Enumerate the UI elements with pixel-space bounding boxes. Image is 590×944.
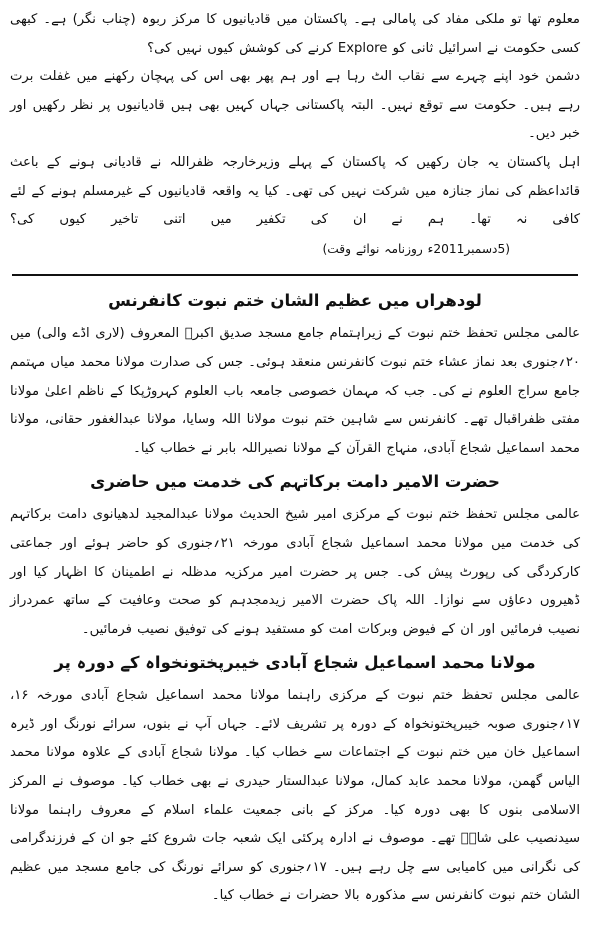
section-body: عالمی مجلس تحفظ ختم نبوت کے زیراہتمام جامع مسجد صدیق اکبرؓ المعروف (لاری اڈے والی) میں ۲۰؍جنوری بعد نماز عشاء ختم نبوت کانفرنس منعقد ہوئی۔ جس کی صدارت مولانا محمد میاں مہتمم جامع سراج العلوم نے کی۔ جب کہ مہمان خصوصی جامعہ باب العلوم کہروڑپکا کے ناظم اعلیٰ مولانا مفتی ظفراقبال تھے۔ کانفرنس سے شاہین ختم نبوت مولانا اللہ وسایا، مولانا عبدالغفور حقانی، مولانا محمد اسماعیل شجاع آبادی، منہاج القرآن کے مولانا نصیراللہ بابر نے خطاب کیا۔ [10, 326, 580, 456]
section-lodhran-conference [10, 288, 580, 463]
section-body: عالمی مجلس تحفظ ختم نبوت کے مرکزی امیر شیخ الحدیث مولانا عبدالمجید لدھیانوی دامت برکاتہم کی خدمت میں مولانا محمد اسماعیل شجاع آبادی مورخہ ۲۱؍جنوری کو حاضر ہوئے اور جماعتی کارکردگی کی رپورٹ پیش کی۔ جس پر حضرت امیر مرکزیہ مدظلہ نے اطمینان کا اظہار کیا اور ڈھیروں دعاؤں سے نوازا۔ اللہ پاک حضرت الامیر زیدمجدہم کو صحت وعافیت کے ساتھ عمردراز نصیب فرمائیں اور ان کے فیوض وبرکات امت کو مستفید ہونے کی توفیق نصیب فرمائیں۔ [10, 507, 581, 637]
section-ameer-visit [10, 469, 580, 644]
source-citation: (5دسمبر2011ء روزنامہ نوائے وقت) [322, 241, 510, 256]
intro-paragraph-2: دشمن خود اپنے چہرے سے نقاب الٹ رہا ہے اور ہم پھر بھی اس کی پہچان رکھنے میں غفلت برت رہے ہیں۔ حکومت سے توقع نہیں۔ البتہ پاکستانی جہاں کہیں بھی ہیں قادیانیوں پر نظر رکھیں اور خبر دیں۔ [10, 69, 580, 142]
section-heading: مولانا محمد اسماعیل شجاع آبادی خیبرپختونخواہ کے دورہ پر [54, 653, 536, 673]
intro-paragraph-3 [10, 149, 580, 264]
section-heading: لودھراں میں عظیم الشان ختم نبوت کانفرنس [108, 291, 482, 311]
intro-block [10, 6, 580, 264]
intro-paragraph-3-text: اہل پاکستان یہ جان رکھیں کہ پاکستان کے پہلے وزیرخارجہ ظفراللہ نے قادیانی ہونے کے باعث قائداعظم کی نماز جنازہ میں شرکت نہیں کی تھی۔ کیا یہ واقعہ قادیانیوں کے غیرمسلم ہونے کے لئے کافی نہ تھا۔ ہم نے ان کی تکفیر میں اتنی تاخیر کیوں کی؟ [10, 154, 580, 228]
section-body: عالمی مجلس تحفظ ختم نبوت کے مرکزی راہنما مولانا محمد اسماعیل شجاع آبادی مورخہ ۱۶، ۱۷؍جنوری صوبہ خیبرپختونخواہ کے دورہ پر تشریف لائے۔ جہاں آپ نے بنوں، سرائے نورنگ اور ڈیرہ اسماعیل خان میں ختم نبوت کے اجتماعات سے خطاب کیا۔ مولانا شجاع آبادی کے علاوہ مولانا محمد الیاس گھمن، مولانا محمد عابد کمال، مولانا عبدالستار حیدری نے بھی خطاب کیا۔ موصوف نے المرکز الاسلامی بنوں کا بھی دورہ کیا۔ مرکز کے بانی جمعیت علماء اسلام کے معروف راہنما مولانا سیدنصیب علی شاہؒ تھے۔ موصوف نے ادارہ پرکئی ایک شعبہ جات شروع کئے جو ان کے فرزندگرامی کی نگرانی میں کامیابی سے چل رہے ہیں۔ ۱۷؍جنوری کو سرائے نورنگ کی جامع مسجد میں عظیم الشان ختم نبوت کانفرنس سے مذکورہ بالا حضرات نے خطاب کیا۔ [10, 688, 580, 904]
section-divider [12, 274, 578, 276]
section-kpk-tour [10, 650, 580, 911]
section-heading: حضرت الامیر دامت برکاتہم کی خدمت میں حاضری [90, 472, 500, 492]
intro-paragraph-1: معلوم تھا تو ملکی مفاد کی پامالی ہے۔ پاکستان میں قادیانیوں کا مرکز ربوہ (چناب نگر) ہے۔ کبھی کسی حکومت نے اسرائیل ثانی کو Explore کرنے کی کوشش کیوں نہیں کی؟ [10, 12, 580, 56]
